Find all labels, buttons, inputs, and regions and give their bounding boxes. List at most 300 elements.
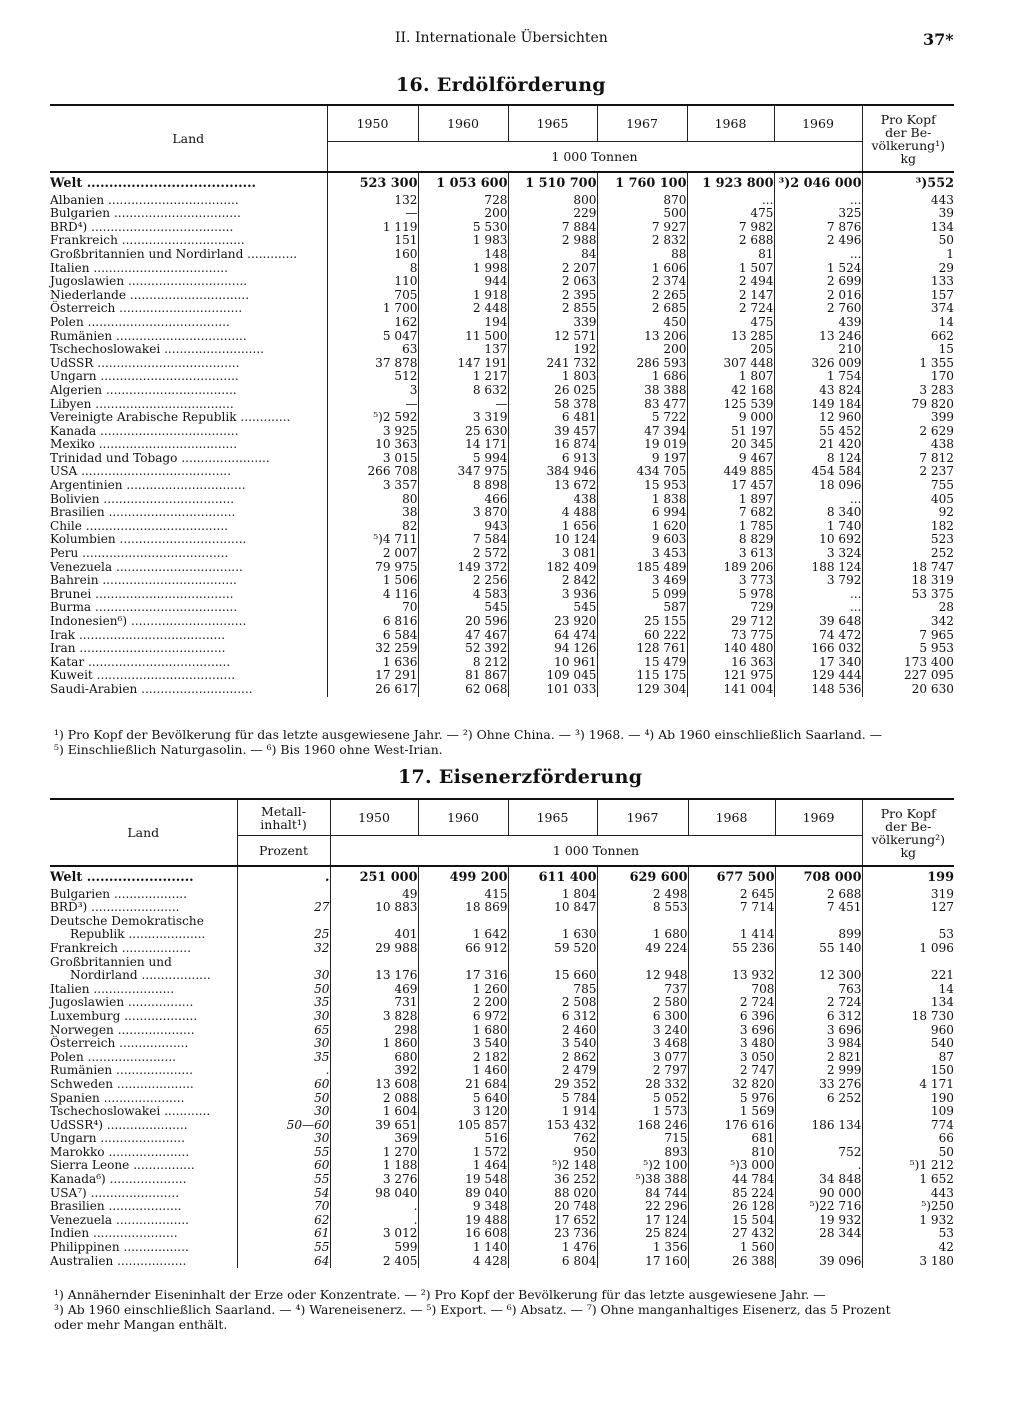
value-cell: 2 147 <box>687 289 774 303</box>
table-row <box>50 479 954 493</box>
value-cell: 32 259 <box>327 642 418 656</box>
table-row <box>50 1132 954 1146</box>
table-row <box>50 194 954 208</box>
table-row <box>50 1078 954 1092</box>
value-cell <box>418 956 508 970</box>
value-cell: 9 467 <box>687 452 774 466</box>
metal-content-cell: 55 <box>237 1173 330 1187</box>
value-cell: 6 396 <box>688 1010 775 1024</box>
metal-content-cell: 62 <box>237 1214 330 1228</box>
value-cell: 43 824 <box>774 384 862 398</box>
value-cell: 18 096 <box>774 479 862 493</box>
table-row <box>50 996 954 1010</box>
value-cell: 15 504 <box>688 1214 775 1228</box>
footnote-line: ¹) Annähernder Eiseninhalt der Erze oder Konzentrate. — ²) Pro Kopf der Bevölkerung für das letzte ausgewiesene Jahr. — <box>54 1287 826 1302</box>
table-row <box>50 1214 954 1228</box>
value-cell: 8 124 <box>774 452 862 466</box>
country-name: Indonesien⁶) .............................. <box>50 615 327 629</box>
value-cell: 29 712 <box>687 615 774 629</box>
value-cell: ... <box>687 194 774 208</box>
leader-dots: ............. <box>236 410 291 425</box>
per-capita-cell: 92 <box>938 505 954 520</box>
value-cell: 1 918 <box>418 289 508 303</box>
value-cell: 8 829 <box>687 533 774 547</box>
value-cell: 1 860 <box>330 1037 418 1051</box>
per-capita-cell: 50 <box>938 1144 954 1159</box>
value-cell: 200 <box>597 343 687 357</box>
col-header-year: 1967 <box>597 799 688 836</box>
col-header-year: 1965 <box>508 799 597 836</box>
metal-content-cell: 30 <box>237 969 330 983</box>
table-row <box>50 248 954 262</box>
value-cell: 140 480 <box>687 642 774 656</box>
country-name: Polen ..................................... <box>50 316 327 330</box>
value-cell: 1 680 <box>418 1024 508 1038</box>
per-capita-cell: 42 <box>938 1240 954 1255</box>
value-cell: 3 276 <box>330 1173 418 1187</box>
value-cell: 8 898 <box>418 479 508 493</box>
leader-dots: ................................... <box>89 260 228 275</box>
value-cell: 1 983 <box>418 234 508 248</box>
table-row <box>50 302 954 316</box>
value-cell: 3 773 <box>687 574 774 588</box>
table-row <box>50 1010 954 1024</box>
table-row <box>50 234 954 248</box>
country-name: Tschechoslowakei .......................... <box>50 343 327 357</box>
value-cell: 51 197 <box>687 425 774 439</box>
value-cell: 13 206 <box>597 330 687 344</box>
value-cell: 1 923 800 <box>687 177 774 194</box>
value-cell: 6 252 <box>775 1092 862 1106</box>
value-cell: 737 <box>597 983 688 997</box>
leader-dots: ................................. <box>112 559 243 574</box>
leader-dots: ........................ <box>82 870 194 885</box>
per-capita-cell: 221 <box>930 968 954 983</box>
value-cell: 58 378 <box>508 398 597 412</box>
value-cell: 39 648 <box>774 615 862 629</box>
value-cell: 6 312 <box>775 1010 862 1024</box>
table-row <box>50 316 954 330</box>
value-cell: 129 444 <box>774 669 862 683</box>
value-cell: 516 <box>418 1132 508 1146</box>
metal-content-cell: 65 <box>237 1024 330 1038</box>
leader-dots: ................................. <box>110 206 241 221</box>
per-capita-cell: 14 <box>938 314 954 329</box>
value-cell: 2 088 <box>330 1092 418 1106</box>
value-cell: 66 912 <box>418 942 508 956</box>
per-capita-cell: 319 <box>930 886 954 901</box>
per-capita-cell: 109 <box>930 1104 954 1119</box>
value-cell: 1 053 600 <box>418 177 508 194</box>
value-cell: 80 <box>327 493 418 507</box>
table-row <box>50 465 954 479</box>
col-header-year: 1960 <box>418 105 508 142</box>
value-cell: — <box>327 207 418 221</box>
country-name: UdSSR⁴) ..................... <box>50 1119 237 1133</box>
value-cell: 347 975 <box>418 465 508 479</box>
country-name: Rumänien .................................. <box>50 330 327 344</box>
value-cell: 384 946 <box>508 465 597 479</box>
value-cell: 810 <box>688 1146 775 1160</box>
value-cell: 20 345 <box>687 438 774 452</box>
value-cell: 49 224 <box>597 942 688 956</box>
country-name: Welt ...................................... <box>50 177 327 194</box>
value-cell: 110 <box>327 275 418 289</box>
value-cell: 6 584 <box>327 629 418 643</box>
table-16-erdoelfoerderung <box>50 104 954 697</box>
per-capita-cell: 190 <box>930 1090 954 1105</box>
leader-dots: .................................... <box>96 423 239 438</box>
table-row <box>50 1092 954 1106</box>
value-cell: 23 736 <box>508 1227 597 1241</box>
value-cell: 79 975 <box>327 561 418 575</box>
country-name: Irak ...................................... <box>50 629 327 643</box>
value-cell: 5 976 <box>688 1092 775 1106</box>
value-cell: 29 988 <box>330 942 418 956</box>
value-cell: 52 392 <box>418 642 508 656</box>
value-cell: 62 068 <box>418 683 508 697</box>
metal-content-cell: 54 <box>237 1187 330 1201</box>
value-cell: 17 160 <box>597 1255 688 1269</box>
leader-dots: .................................. <box>112 328 247 343</box>
value-cell: ... <box>774 248 862 262</box>
leader-dots: ................... <box>112 1212 190 1227</box>
value-cell: 47 394 <box>597 425 687 439</box>
value-cell: 2 494 <box>687 275 774 289</box>
value-cell <box>597 956 688 970</box>
value-cell: 286 593 <box>597 357 687 371</box>
value-cell: 162 <box>327 316 418 330</box>
country-name: Brunei .................................... <box>50 588 327 602</box>
value-cell: 90 000 <box>775 1187 862 1201</box>
value-cell: 2 797 <box>597 1064 688 1078</box>
value-cell: ⁵)38 388 <box>597 1173 688 1187</box>
col-header-metal: Metall- inhalt¹) <box>237 799 330 836</box>
value-cell: 3 120 <box>418 1105 508 1119</box>
value-cell: 13 672 <box>508 479 597 493</box>
country-name: Norwegen .................... <box>50 1024 237 1038</box>
value-cell: 2 405 <box>330 1255 418 1269</box>
value-cell: 1 188 <box>330 1159 418 1173</box>
value-cell: 17 457 <box>687 479 774 493</box>
value-cell: 19 548 <box>418 1173 508 1187</box>
value-cell: 9 000 <box>687 411 774 425</box>
value-cell: 17 316 <box>418 969 508 983</box>
table-row <box>50 956 954 970</box>
value-cell: 7 927 <box>597 221 687 235</box>
country-name: Libyen .................................... <box>50 398 327 412</box>
per-capita-cell: 1 652 <box>919 1172 954 1187</box>
value-cell: 2 842 <box>508 574 597 588</box>
per-capita-cell: 2 629 <box>919 423 954 438</box>
value-cell: 98 040 <box>330 1187 418 1201</box>
country-name: Bulgarien ................... <box>50 888 237 902</box>
value-cell: 194 <box>418 316 508 330</box>
value-cell: 49 <box>330 888 418 902</box>
value-cell: 28 344 <box>775 1227 862 1241</box>
value-cell: ... <box>774 493 862 507</box>
value-cell: 1 807 <box>687 370 774 384</box>
value-cell: 475 <box>687 316 774 330</box>
value-cell: 2 479 <box>508 1064 597 1078</box>
value-cell: 10 363 <box>327 438 418 452</box>
country-name: Jugoslawien ................. <box>50 996 237 1010</box>
value-cell: 500 <box>597 207 687 221</box>
per-capita-cell: 1 355 <box>919 355 954 370</box>
value-cell: 88 <box>597 248 687 262</box>
value-cell: 2 855 <box>508 302 597 316</box>
value-cell: 3 540 <box>418 1037 508 1051</box>
country-name: Brasilien ................................. <box>50 506 327 520</box>
table-row <box>50 370 954 384</box>
value-cell: 1 414 <box>688 928 775 942</box>
country-name: Großbritannien und <box>50 956 237 970</box>
value-cell: 129 304 <box>597 683 687 697</box>
metal-content-cell: 30 <box>237 1037 330 1051</box>
value-cell: 3 540 <box>508 1037 597 1051</box>
value-cell: 21 684 <box>418 1078 508 1092</box>
value-cell: 5 978 <box>687 588 774 602</box>
value-cell: 3 696 <box>688 1024 775 1038</box>
value-cell <box>330 956 418 970</box>
per-capita-cell: 252 <box>930 546 954 561</box>
value-cell: 10 124 <box>508 533 597 547</box>
value-cell: 81 <box>687 248 774 262</box>
value-cell: 81 867 <box>418 669 508 683</box>
table-row <box>50 615 954 629</box>
table-17-footnotes <box>54 1287 954 1332</box>
value-cell <box>775 956 862 970</box>
value-cell: 20 748 <box>508 1200 597 1214</box>
country-name: Österreich ................................ <box>50 302 327 316</box>
value-cell: 1 217 <box>418 370 508 384</box>
col-header-per-capita: Pro Kopf der Be- völkerung²) kg <box>862 799 954 866</box>
value-cell: 5 099 <box>597 588 687 602</box>
country-name: Mexiko .................................... <box>50 438 327 452</box>
value-cell: 2 862 <box>508 1051 597 1065</box>
country-name: Burma ..................................... <box>50 601 327 615</box>
country-name: Bahrein ................................... <box>50 574 327 588</box>
value-cell: 870 <box>597 194 687 208</box>
value-cell: 55 140 <box>775 942 862 956</box>
leader-dots: .............................. <box>127 614 247 628</box>
value-cell: 1 642 <box>418 928 508 942</box>
value-cell: 64 474 <box>508 629 597 643</box>
page-number: 37* <box>923 30 954 49</box>
table-17-title: 17. Eisenerzförderung <box>398 766 643 788</box>
country-name: Indien ...................... <box>50 1227 237 1241</box>
table-row <box>50 452 954 466</box>
value-cell <box>775 1241 862 1255</box>
country-name: Spanien ..................... <box>50 1092 237 1106</box>
value-cell: 241 732 <box>508 357 597 371</box>
leader-dots: ................................. <box>104 505 236 520</box>
country-name: Ungarn .................................... <box>50 370 327 384</box>
value-cell: 101 033 <box>508 683 597 697</box>
value-cell: 137 <box>418 343 508 357</box>
value-cell: 1 680 <box>597 928 688 942</box>
value-cell: 3 480 <box>688 1037 775 1051</box>
value-cell: 14 171 <box>418 438 508 452</box>
value-cell: 32 820 <box>688 1078 775 1092</box>
table-row <box>50 506 954 520</box>
value-cell: 3 984 <box>775 1037 862 1051</box>
per-capita-cell: 87 <box>938 1049 954 1064</box>
value-cell: 899 <box>775 928 862 942</box>
leader-dots: .................................... <box>92 668 236 683</box>
metal-content-cell: . <box>237 1064 330 1078</box>
value-cell: 2 724 <box>688 996 775 1010</box>
per-capita-cell: 7 965 <box>919 627 954 642</box>
value-cell: 1 620 <box>597 520 687 534</box>
value-cell: 325 <box>774 207 862 221</box>
leader-dots: ..................................... <box>83 314 230 329</box>
leader-dots: .................................. <box>104 192 239 207</box>
value-cell: 1 356 <box>597 1241 688 1255</box>
value-cell: 1 803 <box>508 370 597 384</box>
value-cell: 13 285 <box>687 330 774 344</box>
value-cell: 1 804 <box>508 888 597 902</box>
value-cell: 2 448 <box>418 302 508 316</box>
per-capita-cell: 4 171 <box>919 1076 954 1091</box>
value-cell: 434 705 <box>597 465 687 479</box>
value-cell: ... <box>774 588 862 602</box>
table-row <box>50 221 954 235</box>
value-cell: 1 760 100 <box>597 177 687 194</box>
table-row <box>50 1227 954 1241</box>
value-cell: 1 700 <box>327 302 418 316</box>
value-cell: 10 847 <box>508 901 597 915</box>
value-cell: 7 884 <box>508 221 597 235</box>
footnote-line: ⁵) Einschließlich Naturgasolin. — ⁶) Bis 1960 ohne West-Irian. <box>54 742 443 757</box>
table-row <box>50 438 954 452</box>
value-cell: 38 <box>327 506 418 520</box>
per-capita-cell: 374 <box>930 301 954 316</box>
table-row <box>50 656 954 670</box>
per-capita-cell: 18 319 <box>911 573 954 588</box>
per-capita-cell: 443 <box>930 1185 954 1200</box>
value-cell: 3 012 <box>330 1227 418 1241</box>
table-row <box>50 520 954 534</box>
value-cell: 2 496 <box>774 234 862 248</box>
leader-dots: ................ <box>129 1158 195 1173</box>
country-name: Kuweit .................................... <box>50 669 327 683</box>
value-cell: 9 603 <box>597 533 687 547</box>
col-header-year: 1969 <box>774 105 862 142</box>
leader-dots: ....................... <box>83 1049 177 1064</box>
value-cell: 3 453 <box>597 547 687 561</box>
value-cell: 545 <box>418 601 508 615</box>
value-cell: 6 913 <box>508 452 597 466</box>
table-row <box>50 601 954 615</box>
value-cell: 74 472 <box>774 629 862 643</box>
country-name: Kanada⁶) .................... <box>50 1173 237 1187</box>
country-name: Katar ..................................... <box>50 656 327 670</box>
value-cell: 1 524 <box>774 262 862 276</box>
metal-content-cell: 50 <box>237 983 330 997</box>
value-cell: 12 960 <box>774 411 862 425</box>
value-cell: 499 200 <box>418 871 508 888</box>
value-cell: — <box>327 398 418 412</box>
country-name: Schweden .................... <box>50 1078 237 1092</box>
value-cell: ⁵)2 592 <box>327 411 418 425</box>
value-cell: 512 <box>327 370 418 384</box>
leader-dots: .................... <box>113 1076 194 1091</box>
leader-dots: ................. <box>124 995 194 1010</box>
table-row <box>50 642 954 656</box>
leader-dots: ....................... <box>86 1185 180 1200</box>
table-row <box>50 1064 954 1078</box>
value-cell: . <box>330 1214 418 1228</box>
value-cell: 450 <box>597 316 687 330</box>
leader-dots: .................................... <box>94 437 238 452</box>
value-cell: 189 206 <box>687 561 774 575</box>
value-cell: 475 <box>687 207 774 221</box>
value-cell: 2 832 <box>597 234 687 248</box>
value-cell: 13 932 <box>688 969 775 983</box>
country-name: Luxemburg ................... <box>50 1010 237 1024</box>
leader-dots: ................... <box>104 1199 182 1214</box>
leader-dots: ...................... <box>96 1131 185 1146</box>
country-name: Niederlande ............................... <box>50 289 327 303</box>
value-cell: 94 126 <box>508 642 597 656</box>
per-capita-cell: 405 <box>930 491 954 506</box>
per-capita-cell: 50 <box>938 233 954 248</box>
country-name: BRD⁴) ..................................... <box>50 221 327 235</box>
leader-dots: .................... <box>124 927 206 942</box>
value-cell: 2 747 <box>688 1064 775 1078</box>
metal-content-cell: 30 <box>237 1105 330 1119</box>
value-cell: 26 025 <box>508 384 597 398</box>
value-cell: 6 312 <box>508 1010 597 1024</box>
leader-dots: .................. <box>113 1253 187 1268</box>
leader-dots: ...................................... <box>75 627 226 642</box>
value-cell: 105 857 <box>418 1119 508 1133</box>
per-capita-cell: 3 283 <box>919 382 954 397</box>
value-cell: 392 <box>330 1064 418 1078</box>
col-header-land: Land <box>50 799 237 866</box>
value-cell: 83 477 <box>597 398 687 412</box>
country-name: BRD³) ....................... <box>50 901 237 915</box>
value-cell: 1 119 <box>327 221 418 235</box>
value-cell: 4 116 <box>327 588 418 602</box>
value-cell: 21 420 <box>774 438 862 452</box>
value-cell: 545 <box>508 601 597 615</box>
value-cell: 2 498 <box>597 888 688 902</box>
per-capita-cell: 2 237 <box>919 464 954 479</box>
table-row <box>50 411 954 425</box>
table-row <box>50 888 954 902</box>
country-name: Albanien .................................. <box>50 194 327 208</box>
country-name: Deutsche Demokratische <box>50 915 237 929</box>
leader-dots: ................................. <box>115 532 247 547</box>
value-cell: 8 340 <box>774 506 862 520</box>
table-row <box>50 561 954 575</box>
metal-content-cell: 64 <box>237 1255 330 1269</box>
value-cell: 5 530 <box>418 221 508 235</box>
metal-content-cell: 32 <box>237 942 330 956</box>
country-name: Welt ........................ <box>50 871 237 888</box>
value-cell: 82 <box>327 520 418 534</box>
value-cell: 28 332 <box>597 1078 688 1092</box>
country-name: Peru ...................................... <box>50 547 327 561</box>
country-name: Nordirland .................. <box>50 969 237 983</box>
value-cell: 47 467 <box>418 629 508 643</box>
value-cell: 44 784 <box>688 1173 775 1187</box>
metal-content-cell: 30 <box>237 1010 330 1024</box>
value-cell: 587 <box>597 601 687 615</box>
value-cell: 1 572 <box>418 1146 508 1160</box>
